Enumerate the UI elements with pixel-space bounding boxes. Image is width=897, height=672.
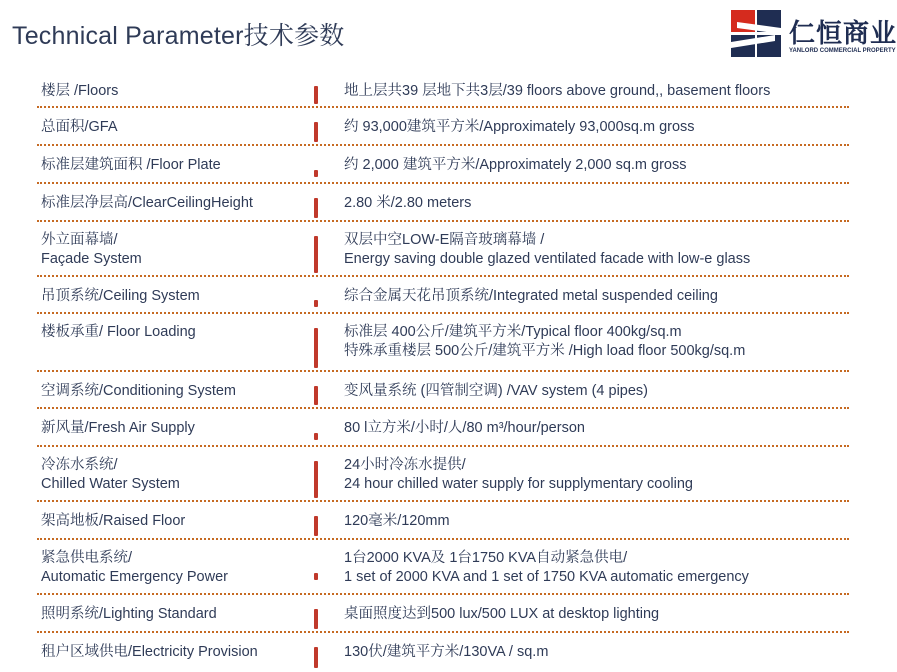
row-value: 80 l立方米/小时/人/80 m³/hour/person: [344, 420, 585, 436]
row-separator: [37, 593, 849, 595]
table-row: [37, 320, 849, 372]
logo-chinese-text: 仁恒商业: [789, 18, 897, 48]
column-divider: [314, 433, 318, 440]
row-value: 2.80 米/2.80 meters: [344, 195, 472, 211]
table-row: [37, 546, 849, 595]
column-divider: [314, 236, 318, 273]
table-row: [37, 601, 849, 633]
row-value: Energy saving double glazed ventilated facade with low-e glass: [344, 251, 751, 267]
row-value: 约 2,000 建筑平方米/Approximately 2,000 sq.m gross: [344, 157, 687, 173]
table-row: [37, 152, 849, 184]
page-title: Technical Parameter技术参数: [12, 22, 345, 50]
row-label: 架高地板/Raised Floor: [41, 513, 186, 529]
column-divider: [314, 86, 318, 104]
row-separator: [37, 407, 849, 409]
row-label: 楼板承重/ Floor Loading: [41, 324, 196, 340]
column-divider: [314, 461, 318, 498]
row-value: 1台2000 KVA及 1台1750 KVA自动紧急供电/: [344, 550, 628, 566]
table-row: [37, 190, 849, 222]
row-label: 楼层 /Floors: [41, 83, 119, 99]
column-divider: [314, 573, 318, 580]
logo-mark-icon: [729, 8, 785, 60]
row-label: 新风量/Fresh Air Supply: [41, 420, 195, 436]
column-divider: [314, 198, 318, 218]
row-value: 特殊承重楼层 500公斤/建筑平方米 /High load floor 500kg/sq.m: [344, 343, 746, 359]
column-divider: [314, 122, 318, 142]
row-separator: [37, 312, 849, 314]
row-value: 约 93,000建筑平方米/Approximately 93,000sq.m gross: [344, 119, 695, 135]
company-logo: [729, 8, 897, 60]
table-row: [37, 78, 849, 108]
row-separator: [37, 370, 849, 372]
row-value: 桌面照度达到500 lux/500 LUX at desktop lighting: [344, 606, 660, 622]
row-label: 吊顶系统/Ceiling System: [41, 288, 200, 304]
row-label: 空调系统/Conditioning System: [41, 383, 237, 399]
row-label: Chilled Water System: [41, 476, 180, 492]
table-row: [37, 508, 849, 540]
column-divider: [314, 328, 318, 368]
row-label: 标准层建筑面积 /Floor Plate: [41, 157, 221, 173]
row-label: Automatic Emergency Power: [41, 569, 228, 585]
row-label: 总面积/GFA: [41, 119, 118, 135]
table-row: [37, 114, 849, 146]
row-value: 130伏/建筑平方米/130VA / sq.m: [344, 644, 549, 660]
row-label: 紧急供电系统/: [41, 550, 133, 566]
table-row: [37, 415, 849, 447]
row-value: 地上层共39 层地下共3层/39 floors above ground,, basement floors: [344, 83, 771, 99]
row-value: 标准层 400公斤/建筑平方米/Typical floor 400kg/sq.m: [344, 324, 682, 340]
table-row: [37, 639, 849, 672]
row-value: 1 set of 2000 KVA and 1 set of 1750 KVA automatic emergency: [344, 569, 749, 585]
table-row: [37, 378, 849, 409]
row-label: 标准层净层高/ClearCeilingHeight: [41, 195, 253, 211]
row-label: 外立面幕墙/: [41, 232, 118, 248]
row-value: 120毫米/120mm: [344, 513, 450, 529]
row-label: Façade System: [41, 251, 142, 267]
row-separator: [37, 631, 849, 633]
logo-english-text: YANLORD COMMERCIAL PROPERTY: [789, 48, 896, 54]
row-label: 租户区域供电/Electricity Provision: [41, 644, 258, 660]
column-divider: [314, 609, 318, 629]
column-divider: [314, 647, 318, 668]
row-value: 双层中空LOW-E隔音玻璃幕墙 /: [344, 232, 545, 248]
column-divider: [314, 300, 318, 307]
column-divider: [314, 516, 318, 536]
row-separator: [37, 220, 849, 222]
row-separator: [37, 538, 849, 540]
column-divider: [314, 386, 318, 405]
row-label: 冷冻水系统/: [41, 457, 118, 473]
row-value: 24小时冷冻水提供/: [344, 457, 466, 473]
row-value: 24 hour chilled water supply for supplymentary cooling: [344, 476, 693, 492]
row-separator: [37, 445, 849, 447]
row-value: 变风量系统 (四管制空调) /VAV system (4 pipes): [344, 383, 648, 399]
row-separator: [37, 500, 849, 502]
column-divider: [314, 170, 318, 177]
row-label: 照明系统/Lighting Standard: [41, 606, 217, 622]
row-value: 综合金属天花吊顶系统/Integrated metal suspended ceiling: [344, 288, 718, 304]
row-separator: [37, 106, 849, 108]
row-separator: [37, 275, 849, 277]
row-separator: [37, 144, 849, 146]
row-separator: [37, 182, 849, 184]
table-row: [37, 228, 849, 277]
table-row: [37, 283, 849, 314]
table-row: [37, 453, 849, 502]
